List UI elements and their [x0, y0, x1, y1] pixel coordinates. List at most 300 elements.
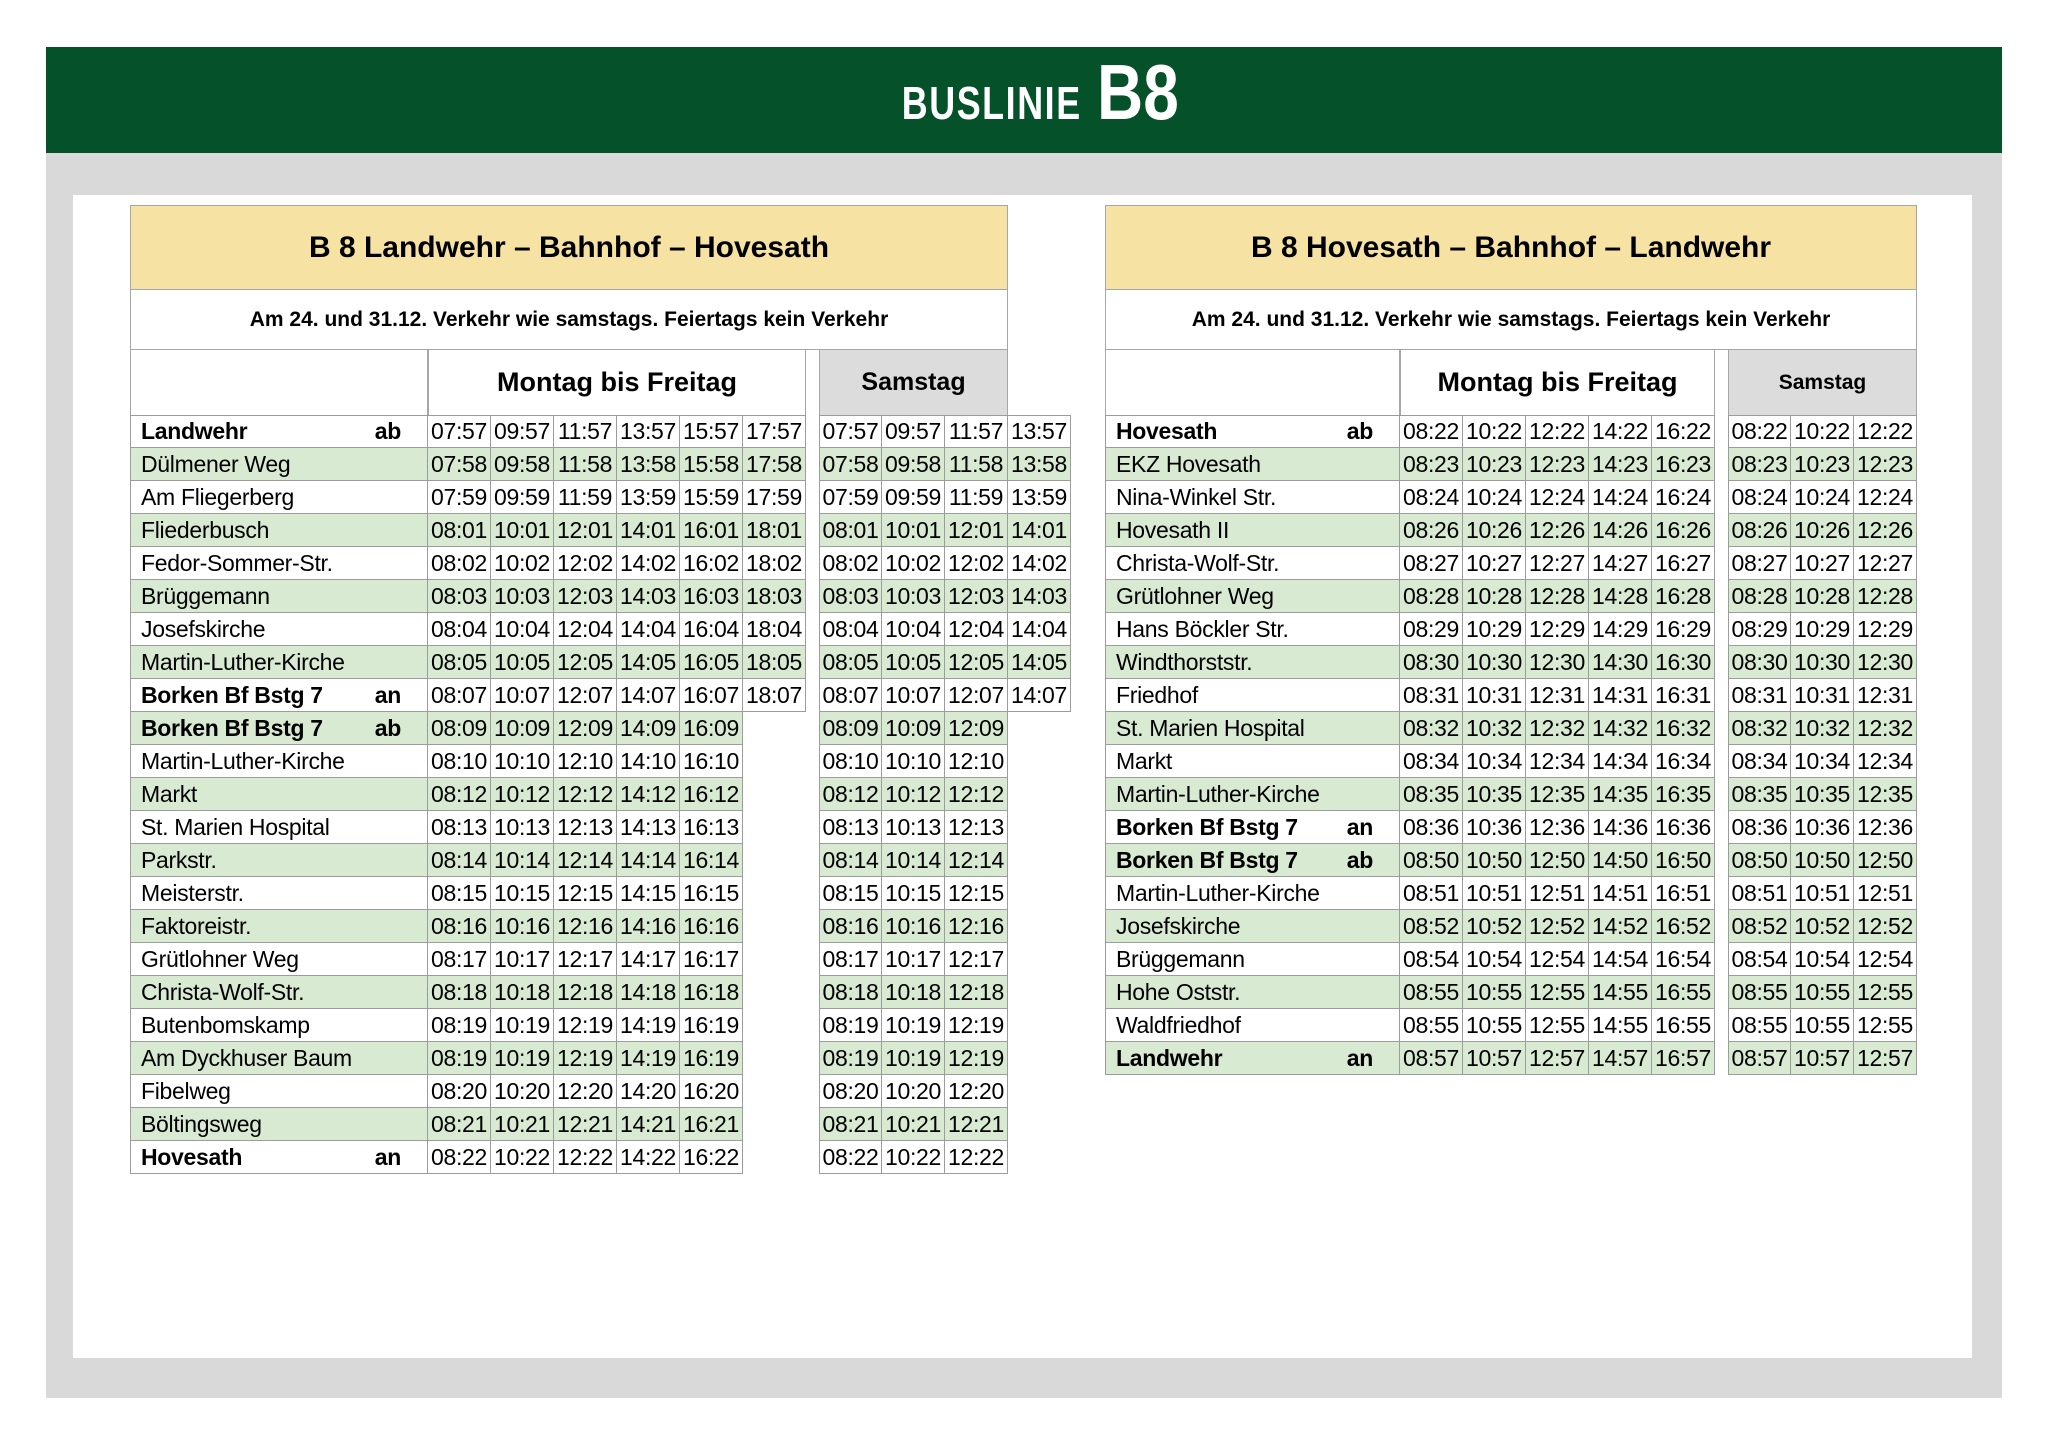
timetable-row	[1105, 976, 1917, 1009]
time-cell: 08:55	[1728, 976, 1791, 1009]
time-cell: 12:14	[945, 844, 1008, 877]
time-cell: 14:02	[1008, 547, 1071, 580]
timetable-row	[1105, 514, 1917, 547]
time-cell: 16:16	[680, 910, 743, 943]
stop-name: Fibelweg	[141, 1077, 231, 1104]
time-cell: 16:26	[1652, 514, 1715, 547]
stop-name-cell	[1105, 943, 1400, 976]
time-cell: 15:57	[680, 415, 743, 448]
section-gap	[806, 514, 819, 547]
time-cell: 12:29	[1854, 613, 1917, 646]
time-cell: 10:17	[882, 943, 945, 976]
time-cell: 11:59	[554, 481, 617, 514]
time-cell: 07:57	[819, 415, 882, 448]
time-cell: 18:02	[743, 547, 806, 580]
stop-name: Böltingsweg	[141, 1110, 262, 1137]
time-cell: 10:29	[1463, 613, 1526, 646]
time-cell: 12:22	[554, 1141, 617, 1174]
time-cell: 08:05	[819, 646, 882, 679]
time-cell: 14:14	[617, 844, 680, 877]
time-cell: 08:19	[819, 1042, 882, 1075]
time-cell: 08:03	[819, 580, 882, 613]
section-gap	[806, 481, 819, 514]
time-cell: 16:22	[680, 1141, 743, 1174]
stop-name-cell	[130, 448, 428, 481]
time-cell: 16:22	[1652, 415, 1715, 448]
time-cell: 08:50	[1400, 844, 1463, 877]
time-cell: 10:31	[1463, 679, 1526, 712]
time-cell: 12:18	[554, 976, 617, 1009]
departure-arrival-tag: an	[1346, 1044, 1373, 1071]
time-cell: 10:27	[1463, 547, 1526, 580]
time-cell: 14:55	[1589, 1009, 1652, 1042]
time-cell: 08:51	[1728, 877, 1791, 910]
time-cell: 14:27	[1589, 547, 1652, 580]
time-cell: 14:30	[1589, 646, 1652, 679]
time-cell: 08:35	[1400, 778, 1463, 811]
stop-name-cell	[1105, 778, 1400, 811]
section-gap	[806, 1009, 819, 1042]
empty-cell	[1008, 1009, 1071, 1042]
time-cell: 10:55	[1791, 976, 1854, 1009]
time-cell: 07:59	[819, 481, 882, 514]
time-cell: 08:52	[1400, 910, 1463, 943]
time-cell: 14:16	[617, 910, 680, 943]
timetable-row	[1105, 679, 1917, 712]
time-cell: 10:13	[882, 811, 945, 844]
time-cell: 12:36	[1526, 811, 1589, 844]
time-cell: 14:24	[1589, 481, 1652, 514]
section-gap	[806, 943, 819, 976]
time-cell: 10:54	[1791, 943, 1854, 976]
time-cell: 12:20	[554, 1075, 617, 1108]
column-header-row	[1105, 350, 1917, 415]
time-cell: 14:03	[1008, 580, 1071, 613]
stop-name-cell	[130, 514, 428, 547]
time-cell: 12:14	[554, 844, 617, 877]
stop-name-cell	[1105, 415, 1400, 448]
time-cell: 16:13	[680, 811, 743, 844]
stop-name-cell	[1105, 613, 1400, 646]
stop-name-cell	[1105, 547, 1400, 580]
stop-name: Martin-Luther-Kirche	[1116, 780, 1320, 807]
time-cell: 10:22	[882, 1141, 945, 1174]
time-cell: 08:20	[819, 1075, 882, 1108]
time-cell: 10:19	[491, 1042, 554, 1075]
time-cell: 10:28	[1791, 580, 1854, 613]
stop-name-cell	[130, 679, 428, 712]
time-cell: 08:22	[819, 1141, 882, 1174]
stop-name-cell	[1105, 712, 1400, 745]
stop-name: Butenbomskamp	[141, 1011, 310, 1038]
section-gap	[1715, 943, 1728, 976]
stop-name: St. Marien Hospital	[1116, 714, 1305, 741]
time-cell: 10:30	[1791, 646, 1854, 679]
time-cell: 08:21	[819, 1108, 882, 1141]
stop-name: Nina-Winkel Str.	[1116, 483, 1277, 510]
section-gap	[1715, 1009, 1728, 1042]
stop-name-cell	[1105, 646, 1400, 679]
timetable-row	[1105, 1042, 1917, 1075]
section-gap	[1715, 448, 1728, 481]
time-cell: 09:58	[882, 448, 945, 481]
section-gap	[1715, 844, 1728, 877]
time-cell: 08:07	[819, 679, 882, 712]
time-cell: 10:18	[491, 976, 554, 1009]
stop-name: Hohe Oststr.	[1116, 978, 1241, 1005]
timetable-row	[1105, 646, 1917, 679]
time-cell: 11:58	[554, 448, 617, 481]
time-cell: 16:50	[1652, 844, 1715, 877]
time-cell: 16:21	[680, 1108, 743, 1141]
time-cell: 08:14	[428, 844, 491, 877]
timetable-row	[130, 613, 1071, 646]
time-cell: 13:58	[617, 448, 680, 481]
empty-cell	[1008, 1141, 1071, 1174]
time-cell: 10:14	[882, 844, 945, 877]
empty-cell	[743, 1042, 806, 1075]
time-cell: 10:12	[491, 778, 554, 811]
timetable-row	[130, 943, 1071, 976]
time-cell: 14:26	[1589, 514, 1652, 547]
empty-cell	[1008, 943, 1071, 976]
time-cell: 16:31	[1652, 679, 1715, 712]
time-cell: 08:26	[1400, 514, 1463, 547]
time-cell: 08:10	[819, 745, 882, 778]
stop-name-cell	[130, 613, 428, 646]
timetable-row	[130, 415, 1071, 448]
time-cell: 14:17	[617, 943, 680, 976]
time-cell: 08:30	[1728, 646, 1791, 679]
time-cell: 08:57	[1400, 1042, 1463, 1075]
time-cell: 12:57	[1854, 1042, 1917, 1075]
section-gap	[1715, 910, 1728, 943]
stop-name: Hovesath II	[1116, 516, 1230, 543]
time-cell: 10:36	[1791, 811, 1854, 844]
stop-name-cell	[1105, 448, 1400, 481]
departure-arrival-tag: an	[374, 681, 401, 708]
time-cell: 14:13	[617, 811, 680, 844]
time-cell: 10:30	[1463, 646, 1526, 679]
section-gap	[806, 877, 819, 910]
time-cell: 11:59	[945, 481, 1008, 514]
time-cell: 10:04	[882, 613, 945, 646]
stop-name: Hovesath	[141, 1143, 243, 1170]
time-cell: 10:35	[1791, 778, 1854, 811]
table-title: B 8 Landwehr – Bahnhof – Hovesath	[130, 205, 1008, 290]
time-cell: 16:20	[680, 1075, 743, 1108]
time-cell: 14:04	[617, 613, 680, 646]
time-cell: 10:14	[491, 844, 554, 877]
stop-name: Fliederbusch	[141, 516, 270, 543]
time-cell: 08:04	[819, 613, 882, 646]
time-cell: 08:27	[1728, 547, 1791, 580]
section-gap	[806, 679, 819, 712]
time-cell: 10:07	[491, 679, 554, 712]
section-gap	[806, 1108, 819, 1141]
stop-name: Grütlohner Weg	[141, 945, 299, 972]
time-cell: 12:31	[1854, 679, 1917, 712]
timetable-row	[130, 580, 1071, 613]
empty-cell	[1008, 910, 1071, 943]
stop-name-cell	[130, 712, 428, 745]
time-cell: 12:35	[1526, 778, 1589, 811]
empty-cell	[743, 745, 806, 778]
time-cell: 10:15	[882, 877, 945, 910]
stop-name: Faktoreistr.	[141, 912, 252, 939]
time-cell: 16:17	[680, 943, 743, 976]
time-cell: 12:35	[1854, 778, 1917, 811]
time-cell: 18:04	[743, 613, 806, 646]
empty-cell	[1008, 1075, 1071, 1108]
stop-name: Dülmener Weg	[141, 450, 291, 477]
time-cell: 14:34	[1589, 745, 1652, 778]
time-cell: 10:16	[491, 910, 554, 943]
time-cell: 10:24	[1463, 481, 1526, 514]
section-gap	[806, 448, 819, 481]
stop-name: Christa-Wolf-Str.	[1116, 549, 1280, 576]
stop-name: Borken Bf Bstg 7	[1116, 813, 1298, 840]
stop-name-cell	[130, 910, 428, 943]
empty-cell	[1008, 778, 1071, 811]
time-cell: 14:35	[1589, 778, 1652, 811]
time-cell: 16:32	[1652, 712, 1715, 745]
time-cell: 12:34	[1854, 745, 1917, 778]
time-cell: 10:22	[1463, 415, 1526, 448]
time-cell: 10:52	[1463, 910, 1526, 943]
time-cell: 10:10	[882, 745, 945, 778]
time-cell: 17:57	[743, 415, 806, 448]
time-cell: 14:20	[617, 1075, 680, 1108]
time-cell: 08:01	[819, 514, 882, 547]
time-cell: 16:19	[680, 1009, 743, 1042]
time-cell: 10:20	[491, 1075, 554, 1108]
section-gap	[1715, 481, 1728, 514]
section-gap	[1715, 712, 1728, 745]
time-cell: 14:07	[617, 679, 680, 712]
time-cell: 10:09	[491, 712, 554, 745]
section-gap	[1715, 811, 1728, 844]
stop-name: Am Fliegerberg	[141, 483, 295, 510]
stop-name-cell	[130, 877, 428, 910]
time-cell: 10:22	[1791, 415, 1854, 448]
time-cell: 08:35	[1728, 778, 1791, 811]
time-cell: 08:30	[1400, 646, 1463, 679]
time-cell: 12:04	[554, 613, 617, 646]
time-cell: 10:03	[882, 580, 945, 613]
time-cell: 08:18	[819, 976, 882, 1009]
time-cell: 12:10	[554, 745, 617, 778]
time-cell: 08:24	[1400, 481, 1463, 514]
time-cell: 15:59	[680, 481, 743, 514]
time-cell: 12:05	[945, 646, 1008, 679]
stop-column-header	[1105, 350, 1400, 415]
stop-name: Parkstr.	[141, 846, 217, 873]
time-cell: 12:19	[945, 1042, 1008, 1075]
time-cell: 12:26	[1526, 514, 1589, 547]
stop-name: Martin-Luther-Kirche	[1116, 879, 1320, 906]
time-cell: 10:55	[1463, 1009, 1526, 1042]
time-cell: 08:05	[428, 646, 491, 679]
time-cell: 17:58	[743, 448, 806, 481]
time-cell: 08:21	[428, 1108, 491, 1141]
empty-cell	[1008, 1108, 1071, 1141]
time-cell: 16:07	[680, 679, 743, 712]
stop-name: Josefskirche	[1116, 912, 1241, 939]
weekday-header: Montag bis Freitag	[428, 350, 806, 415]
time-cell: 09:57	[491, 415, 554, 448]
timetable-row	[130, 778, 1071, 811]
timetable-row	[130, 976, 1071, 1009]
time-cell: 13:57	[1008, 415, 1071, 448]
time-cell: 16:12	[680, 778, 743, 811]
time-cell: 12:19	[554, 1009, 617, 1042]
time-cell: 14:57	[1589, 1042, 1652, 1075]
stop-name-cell	[130, 580, 428, 613]
time-cell: 16:54	[1652, 943, 1715, 976]
time-cell: 10:19	[882, 1009, 945, 1042]
empty-cell	[743, 910, 806, 943]
time-cell: 12:54	[1854, 943, 1917, 976]
section-gap	[1715, 415, 1728, 448]
time-cell: 14:18	[617, 976, 680, 1009]
stop-name-cell	[1105, 481, 1400, 514]
time-cell: 12:28	[1854, 580, 1917, 613]
stop-name: Fedor-Sommer-Str.	[141, 549, 333, 576]
time-cell: 16:27	[1652, 547, 1715, 580]
stop-name: Martin-Luther-Kirche	[141, 648, 345, 675]
time-cell: 12:54	[1526, 943, 1589, 976]
stop-name: Markt	[1116, 747, 1173, 774]
empty-cell	[743, 778, 806, 811]
time-cell: 12:28	[1526, 580, 1589, 613]
time-cell: 08:17	[428, 943, 491, 976]
time-cell: 11:57	[554, 415, 617, 448]
section-gap	[1715, 547, 1728, 580]
time-cell: 12:50	[1854, 844, 1917, 877]
section-gap	[1715, 745, 1728, 778]
time-cell: 08:16	[819, 910, 882, 943]
empty-cell	[743, 712, 806, 745]
time-cell: 14:22	[617, 1141, 680, 1174]
timetable-row	[1105, 712, 1917, 745]
time-cell: 10:52	[1791, 910, 1854, 943]
time-cell: 14:21	[617, 1108, 680, 1141]
time-cell: 08:29	[1728, 613, 1791, 646]
time-cell: 08:22	[1728, 415, 1791, 448]
header-gap	[1715, 350, 1728, 415]
saturday-header: Samstag	[1728, 350, 1917, 415]
time-cell: 16:23	[1652, 448, 1715, 481]
section-gap	[1715, 580, 1728, 613]
stop-name-cell	[130, 976, 428, 1009]
stop-name-cell	[130, 646, 428, 679]
stop-name-cell	[1105, 1042, 1400, 1075]
time-cell: 10:04	[491, 613, 554, 646]
busline-banner	[46, 47, 2002, 153]
time-cell: 14:19	[617, 1042, 680, 1075]
empty-cell	[1008, 877, 1071, 910]
empty-cell	[743, 844, 806, 877]
time-cell: 12:07	[554, 679, 617, 712]
time-cell: 10:19	[882, 1042, 945, 1075]
time-cell: 12:51	[1854, 877, 1917, 910]
time-cell: 08:19	[428, 1009, 491, 1042]
section-gap	[806, 646, 819, 679]
stop-name: St. Marien Hospital	[141, 813, 330, 840]
time-cell: 16:34	[1652, 745, 1715, 778]
stop-name-cell	[1105, 679, 1400, 712]
time-cell: 10:19	[491, 1009, 554, 1042]
departure-arrival-tag: ab	[374, 418, 401, 444]
time-cell: 12:32	[1854, 712, 1917, 745]
time-cell: 12:55	[1854, 1009, 1917, 1042]
stop-column-header	[130, 350, 428, 415]
departure-arrival-tag: ab	[374, 714, 401, 741]
departure-arrival-tag: an	[1346, 813, 1373, 840]
time-cell: 12:18	[945, 976, 1008, 1009]
departure-arrival-tag: ab	[1346, 418, 1373, 444]
stop-name: EKZ Hovesath	[1116, 450, 1261, 477]
timetable-row	[1105, 415, 1917, 448]
timetable-row	[130, 646, 1071, 679]
time-cell: 14:28	[1589, 580, 1652, 613]
section-gap	[806, 1042, 819, 1075]
time-cell: 10:23	[1791, 448, 1854, 481]
time-cell: 10:02	[491, 547, 554, 580]
time-cell: 08:31	[1400, 679, 1463, 712]
saturday-header: Samstag	[819, 350, 1008, 415]
time-cell: 10:03	[491, 580, 554, 613]
timetable-row	[130, 679, 1071, 712]
time-cell: 16:05	[680, 646, 743, 679]
time-cell: 10:55	[1791, 1009, 1854, 1042]
time-cell: 10:09	[882, 712, 945, 745]
time-cell: 12:09	[554, 712, 617, 745]
time-cell: 12:16	[945, 910, 1008, 943]
stop-name-cell	[130, 547, 428, 580]
time-cell: 08:52	[1728, 910, 1791, 943]
timetable-row	[1105, 877, 1917, 910]
stop-name: Borken Bf Bstg 7	[1116, 846, 1298, 873]
time-cell: 08:55	[1728, 1009, 1791, 1042]
time-cell: 13:59	[1008, 481, 1071, 514]
time-cell: 14:32	[1589, 712, 1652, 745]
stop-name-cell	[1105, 877, 1400, 910]
timetable-row	[130, 1108, 1071, 1141]
timetable-row	[130, 514, 1071, 547]
time-cell: 08:13	[428, 811, 491, 844]
time-cell: 12:57	[1526, 1042, 1589, 1075]
time-cell: 10:26	[1463, 514, 1526, 547]
time-cell: 08:02	[428, 547, 491, 580]
weekday-header: Montag bis Freitag	[1400, 350, 1715, 415]
time-cell: 14:12	[617, 778, 680, 811]
time-cell: 08:55	[1400, 1009, 1463, 1042]
time-cell: 10:22	[491, 1141, 554, 1174]
time-cell: 08:22	[1400, 415, 1463, 448]
time-cell: 08:28	[1400, 580, 1463, 613]
time-cell: 10:18	[882, 976, 945, 1009]
stop-name: Hovesath	[1116, 418, 1218, 444]
time-cell: 18:07	[743, 679, 806, 712]
time-cell: 12:30	[1526, 646, 1589, 679]
time-cell: 10:57	[1463, 1042, 1526, 1075]
time-cell: 08:36	[1728, 811, 1791, 844]
stop-name-cell	[1105, 1009, 1400, 1042]
time-cell: 14:01	[617, 514, 680, 547]
time-cell: 12:15	[554, 877, 617, 910]
